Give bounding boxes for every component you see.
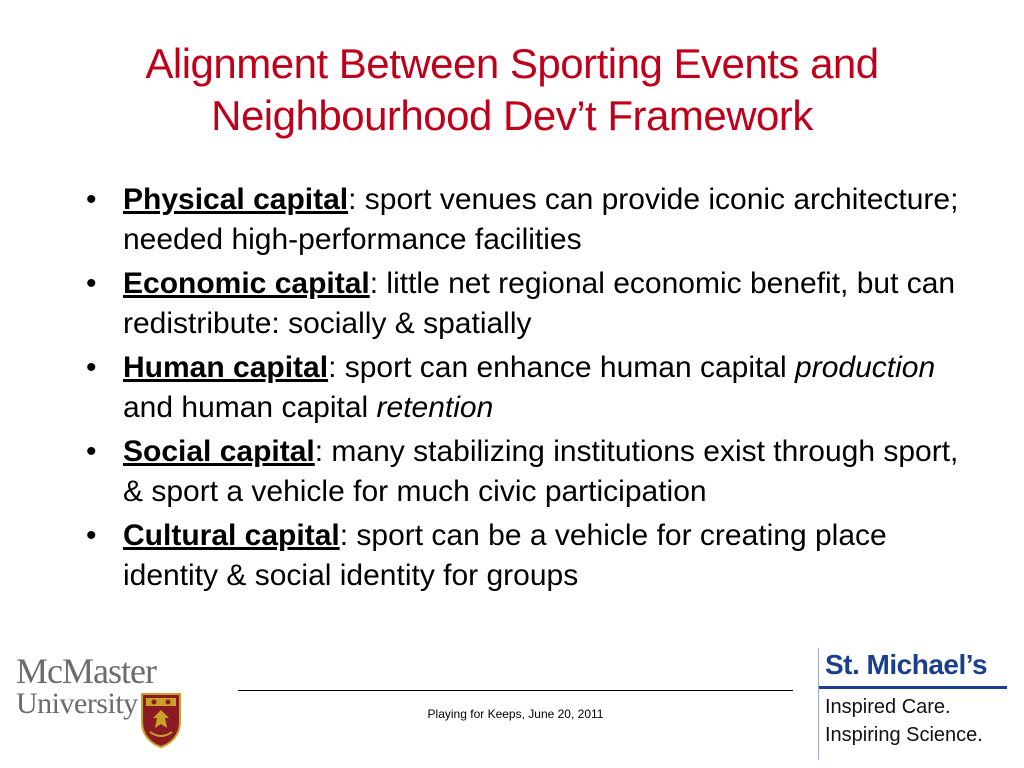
term-cultural-capital: Cultural capital [123, 519, 340, 552]
term-separator: : [369, 267, 379, 300]
st-michaels-logo [818, 648, 1007, 760]
term-separator: : [328, 351, 337, 384]
mcmaster-logo [16, 652, 191, 756]
emphasis-production: production [795, 351, 936, 384]
bullet-text: and human capital [123, 391, 377, 424]
bullet-physical-capital [86, 180, 986, 260]
title-line-2: Neighbourhood Dev’t Framework [211, 92, 813, 139]
st-michaels-rule [819, 686, 1007, 689]
footer-caption: Playing for Keeps, June 20, 2011 [427, 707, 604, 721]
term-physical-capital: Physical capital [123, 183, 349, 216]
term-separator: : [348, 183, 357, 216]
title-line-1: Alignment Between Sporting Events and [145, 40, 879, 87]
emphasis-retention: retention [376, 391, 494, 424]
st-michaels-tagline-1: Inspired Care. [825, 696, 951, 718]
mcmaster-crest-icon [140, 692, 182, 748]
mcmaster-wordmark: McMaster [16, 651, 156, 691]
term-separator: : [339, 519, 349, 552]
term-separator: : [314, 435, 324, 468]
bullet-icon: • [86, 519, 97, 552]
bullet-list [86, 180, 986, 600]
mcmaster-subtitle: University [16, 687, 138, 720]
bullet-text: sport can enhance human capital [336, 351, 796, 384]
bullet-human-capital [86, 348, 986, 428]
bullet-text: little net regional economic benefit, but can redistribute: socially & spatially [123, 267, 956, 340]
st-michaels-tagline-2: Inspiring Science. [825, 724, 983, 746]
bullet-icon: • [86, 183, 97, 216]
bullet-icon: • [86, 351, 97, 384]
footer-divider [238, 690, 793, 691]
slide-title [20, 38, 1004, 142]
bullet-icon: • [86, 267, 97, 300]
bullet-icon: • [86, 435, 97, 468]
st-michaels-wordmark: St. Michael’s [825, 649, 988, 680]
term-human-capital: Human capital [123, 351, 329, 384]
bullet-text: sport can be a vehicle for creating place identity & social identity for groups [123, 519, 887, 592]
bullet-cultural-capital [86, 516, 986, 596]
bullet-text: sport venues can provide iconic architecture; needed high-performance facilities [123, 183, 959, 256]
bullet-social-capital [86, 432, 986, 512]
bullet-text: many stabilizing institutions exist through sport, & sport a vehicle for much civic participation [123, 435, 959, 508]
term-social-capital: Social capital [123, 435, 315, 468]
bullet-economic-capital [86, 264, 986, 344]
term-economic-capital: Economic capital [123, 267, 370, 300]
